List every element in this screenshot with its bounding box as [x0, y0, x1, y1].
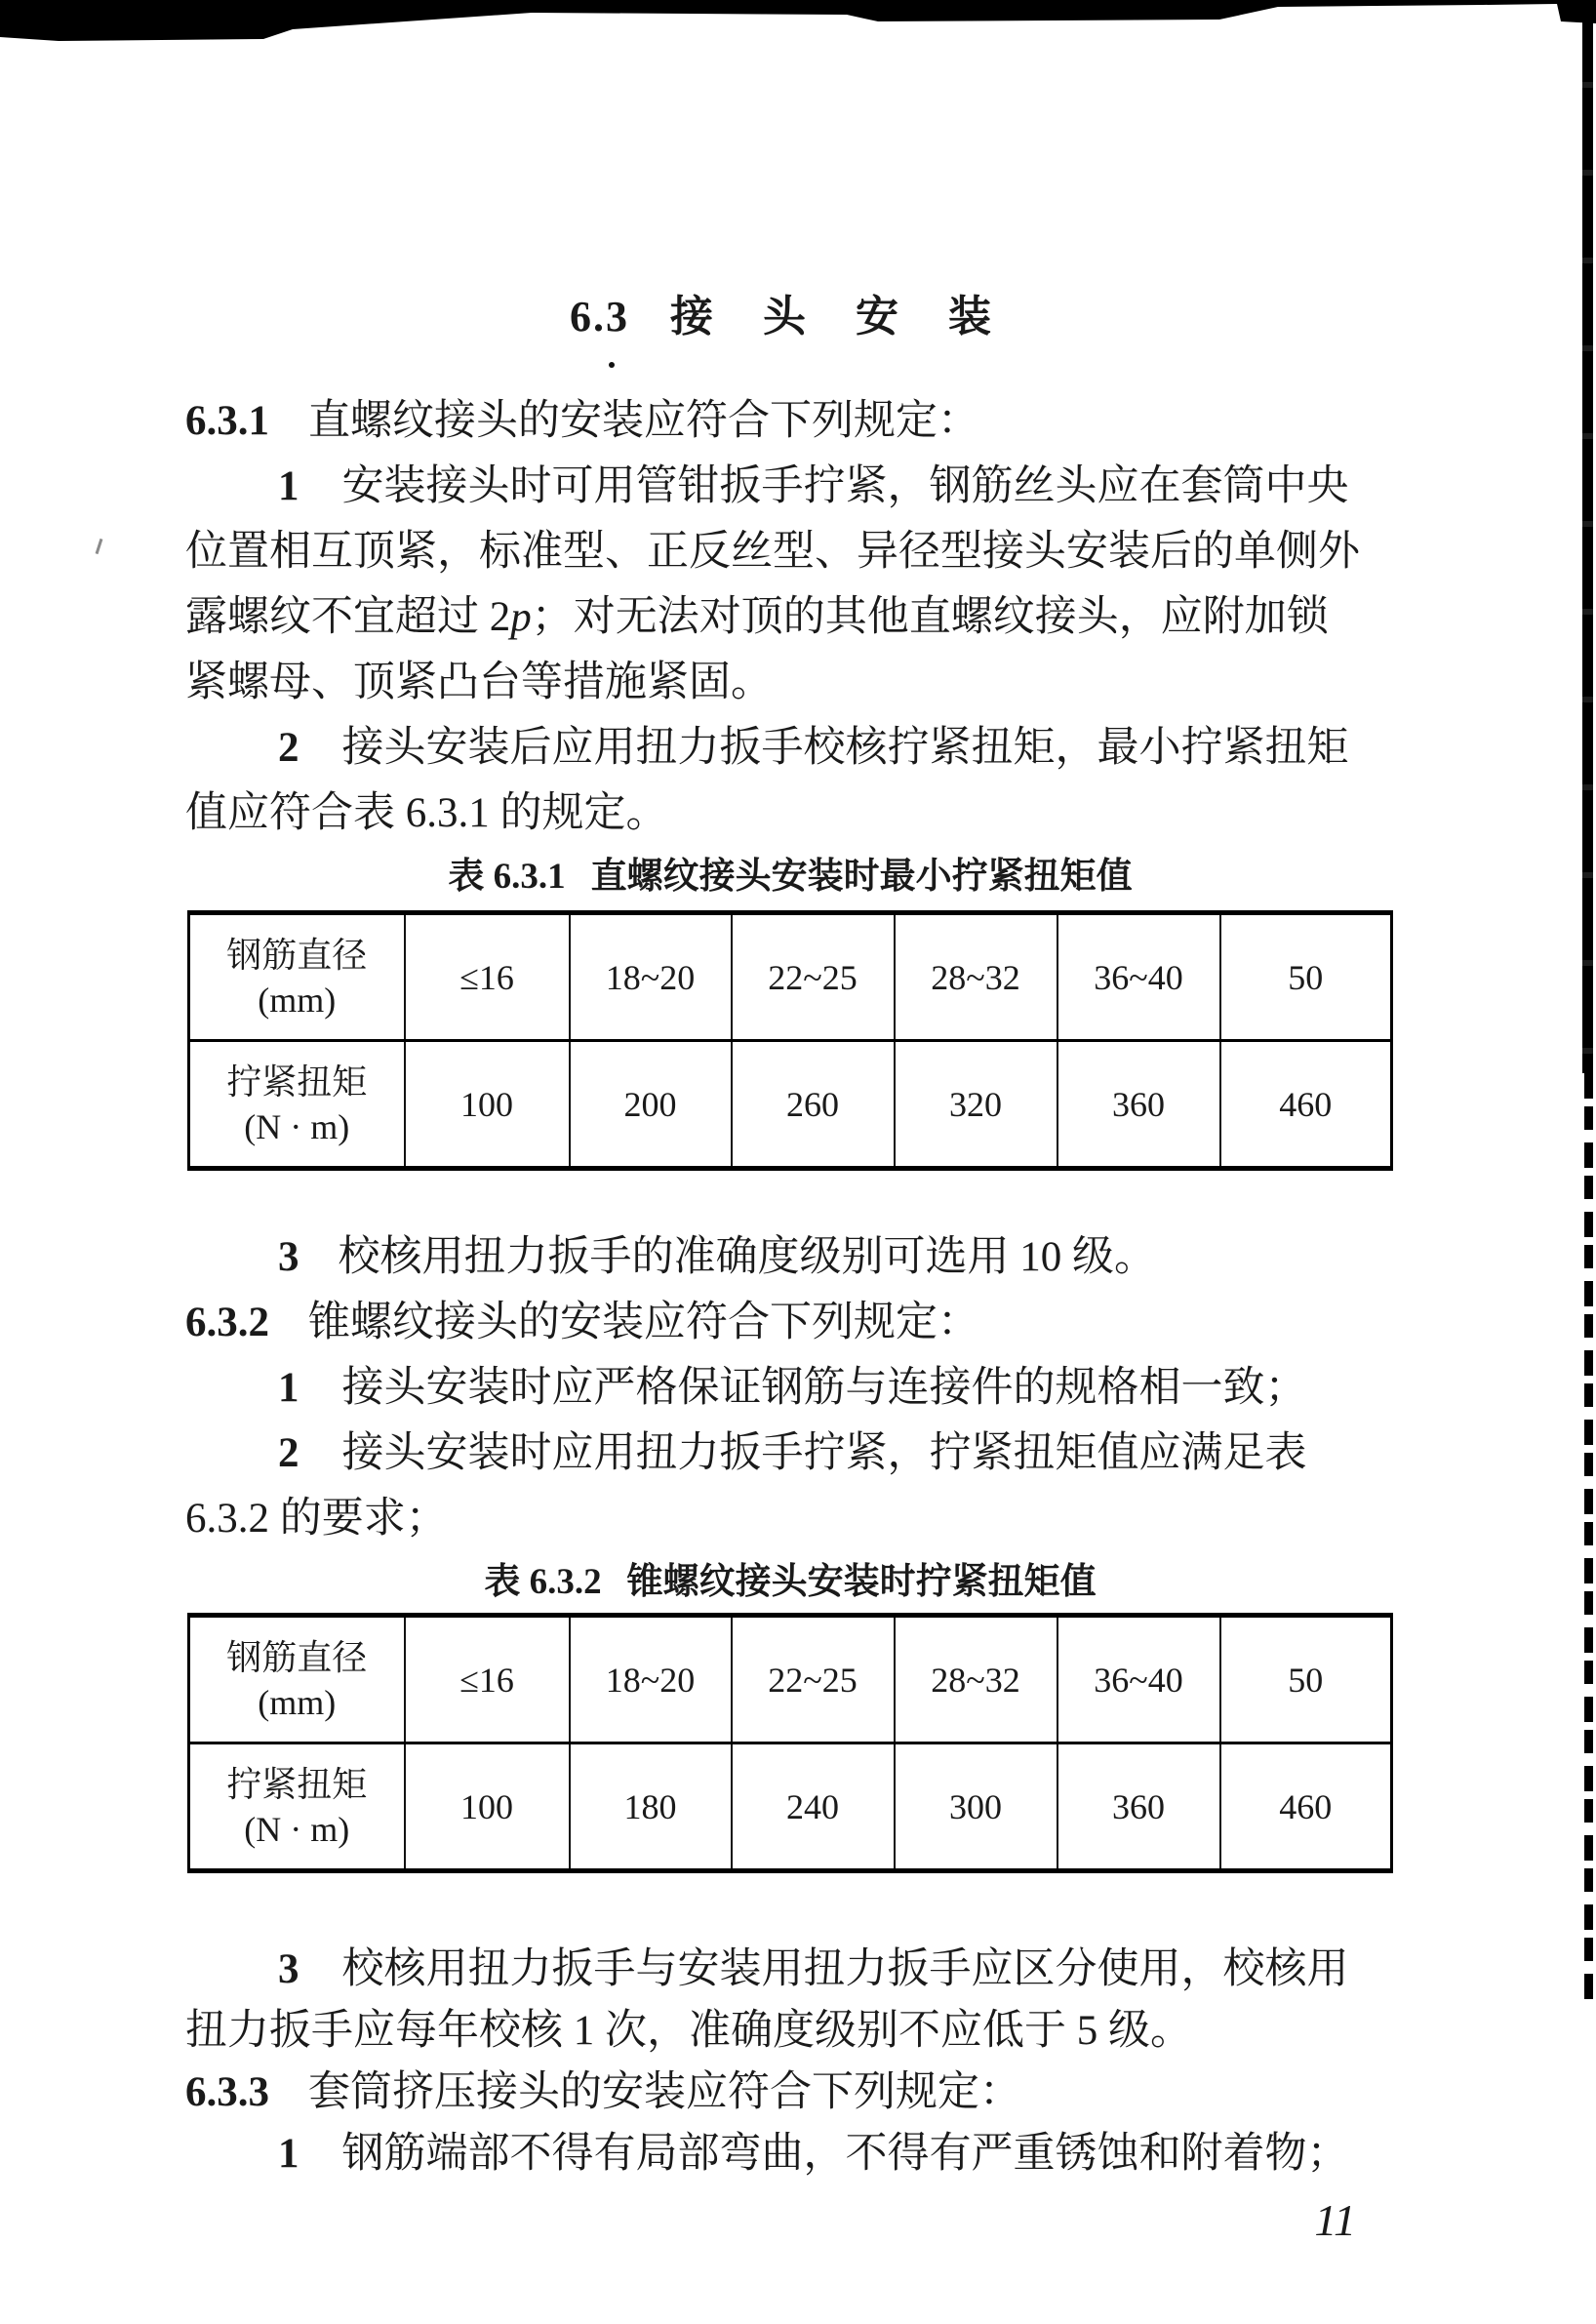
item-text: 接头安装时应严格保证钢筋与连接件的规格相一致；	[341, 1365, 1307, 1411]
page-content	[185, 0, 1395, 2184]
table-cell: 18~20	[570, 1616, 732, 1743]
table-row	[189, 913, 1392, 1041]
page-number: 11	[1314, 2195, 1356, 2245]
table-cell: 18~20	[570, 913, 732, 1041]
item-text: 接头安装后应用扭力扳手校核拧紧扭矩，最小拧紧扭矩	[341, 725, 1349, 771]
table-cell: 22~25	[732, 913, 895, 1041]
item-text: 校核用扭力扳手的准确度级别可选用 10 级。	[338, 1234, 1156, 1280]
clause-6-3-2	[185, 1290, 1395, 1355]
table-cell: 36~40	[1057, 913, 1220, 1041]
row-header-line: 拧紧扭矩	[226, 1764, 368, 1804]
table-row	[189, 1616, 1392, 1743]
item-text: ；对无法对顶的其他直螺纹接头，应附加锁	[531, 594, 1329, 640]
table-6-3-2-caption	[185, 1561, 1395, 1604]
row-header-line: 钢筋直径	[226, 935, 368, 975]
table-row-header	[189, 1743, 405, 1871]
item-text: 安装接头时可用管钳扳手拧紧，钢筋丝头应在套筒中央	[341, 463, 1349, 509]
table-cell: ≤16	[405, 913, 570, 1041]
table-cell: 28~32	[895, 913, 1057, 1041]
table-cell: 36~40	[1057, 1616, 1220, 1743]
item-3-line-1	[185, 1224, 1395, 1290]
table-cell: 320	[895, 1041, 1057, 1169]
clause-number: 6.3.1	[185, 398, 269, 444]
clause-text: 直螺纹接头的安装应符合下列规定：	[308, 398, 979, 444]
table-6-3-1-caption	[185, 856, 1395, 899]
item-number: 3	[278, 1946, 299, 1992]
item-1-line-2	[185, 519, 1395, 584]
table-cell: 28~32	[895, 1616, 1057, 1743]
table-cell: 180	[570, 1743, 732, 1871]
item-1-line	[185, 2123, 1395, 2184]
table-row	[189, 1743, 1392, 1871]
item-1-line-1	[185, 454, 1395, 519]
item-number: 2	[278, 1430, 299, 1476]
item-2-line-2	[185, 1486, 1395, 1551]
clause-number: 6.3.2	[185, 1300, 269, 1345]
row-header-line: (mm)	[258, 1682, 337, 1722]
row-header-line: 钢筋直径	[226, 1637, 368, 1677]
item-3-line-2	[185, 2000, 1395, 2062]
clause-text: 锥螺纹接头的安装应符合下列规定：	[308, 1300, 979, 1345]
table-cell: 50	[1220, 1616, 1392, 1743]
item-text: 露螺纹不宜超过 2	[185, 594, 511, 640]
item-number: 3	[278, 1234, 299, 1280]
item-text: 值应符合表 6.3.1 的规定。	[185, 790, 668, 836]
table-row	[189, 1041, 1392, 1169]
item-text: 校核用扭力扳手与安装用扭力扳手应区分使用，校核用	[341, 1946, 1349, 1992]
item-text: 钢筋端部不得有局部弯曲，不得有严重锈蚀和附着物；	[341, 2131, 1349, 2177]
table-cell: 260	[732, 1041, 895, 1169]
table-cell: ≤16	[405, 1616, 570, 1743]
item-number: 1	[278, 1365, 299, 1411]
item-3-line-1	[185, 1939, 1395, 2000]
section-heading-number: 6.3	[570, 293, 629, 341]
item-text: 紧螺母、顶紧凸台等措施紧固。	[185, 660, 773, 705]
row-header-line: (N · m)	[244, 1809, 350, 1849]
scan-speck-tick	[96, 539, 103, 554]
torque-table-6-3-1	[187, 910, 1393, 1171]
table-cell: 360	[1057, 1041, 1220, 1169]
table-caption-text: 直螺纹接头安装时最小拧紧扭矩值	[590, 857, 1133, 897]
item-1-line-4	[185, 650, 1395, 715]
row-header-line: 拧紧扭矩	[226, 1062, 368, 1102]
item-number: 2	[278, 725, 299, 771]
item-1-line-3	[185, 584, 1395, 650]
clause-6-3-3	[185, 2062, 1395, 2123]
item-number: 1	[278, 463, 299, 509]
section-heading	[185, 293, 1395, 341]
item-text: 扭力扳手应每年校核 1 次，准确度级别不应低于 5 级。	[185, 2008, 1192, 2054]
item-number: 1	[278, 2131, 299, 2177]
table-caption-label: 表 6.3.2	[484, 1562, 602, 1602]
table-caption-label: 表 6.3.1	[448, 857, 566, 897]
variable-p: p	[510, 594, 532, 640]
table-cell: 100	[405, 1743, 570, 1871]
table-caption-text: 锥螺纹接头安装时拧紧扭矩值	[626, 1562, 1097, 1602]
clause-text: 套筒挤压接头的安装应符合下列规定：	[308, 2069, 1021, 2115]
table-cell: 22~25	[732, 1616, 895, 1743]
item-1-line	[185, 1355, 1395, 1421]
row-header-line: (N · m)	[244, 1106, 350, 1146]
clause-number: 6.3.3	[185, 2069, 269, 2115]
clause-6-3-1	[185, 388, 1395, 454]
item-text: 6.3.2 的要求；	[185, 1496, 448, 1542]
table-cell: 360	[1057, 1743, 1220, 1871]
item-text: 接头安装时应用扭力扳手拧紧，拧紧扭矩值应满足表	[341, 1430, 1307, 1476]
table-cell: 200	[570, 1041, 732, 1169]
section-heading-text: 接 头 安 装	[670, 293, 1011, 341]
table-row-header	[189, 1616, 405, 1743]
table-cell: 460	[1220, 1743, 1392, 1871]
table-row-header	[189, 913, 405, 1041]
scan-artifact-right-strip	[1582, 0, 1593, 1073]
table-row-header	[189, 1041, 405, 1169]
table-cell: 300	[895, 1743, 1057, 1871]
table-cell: 50	[1220, 913, 1392, 1041]
item-2-line-1	[185, 1421, 1395, 1486]
table-cell: 100	[405, 1041, 570, 1169]
table-cell: 460	[1220, 1041, 1392, 1169]
table-cell: 240	[732, 1743, 895, 1871]
item-2-line-1	[185, 715, 1395, 781]
item-text: 位置相互顶紧，标准型、正反丝型、异径型接头安装后的单侧外	[185, 529, 1360, 575]
torque-table-6-3-2	[187, 1613, 1393, 1873]
item-2-line-2	[185, 781, 1395, 846]
scan-artifact-right-strip-dashed	[1584, 1073, 1593, 2005]
row-header-line: (mm)	[258, 980, 337, 1020]
